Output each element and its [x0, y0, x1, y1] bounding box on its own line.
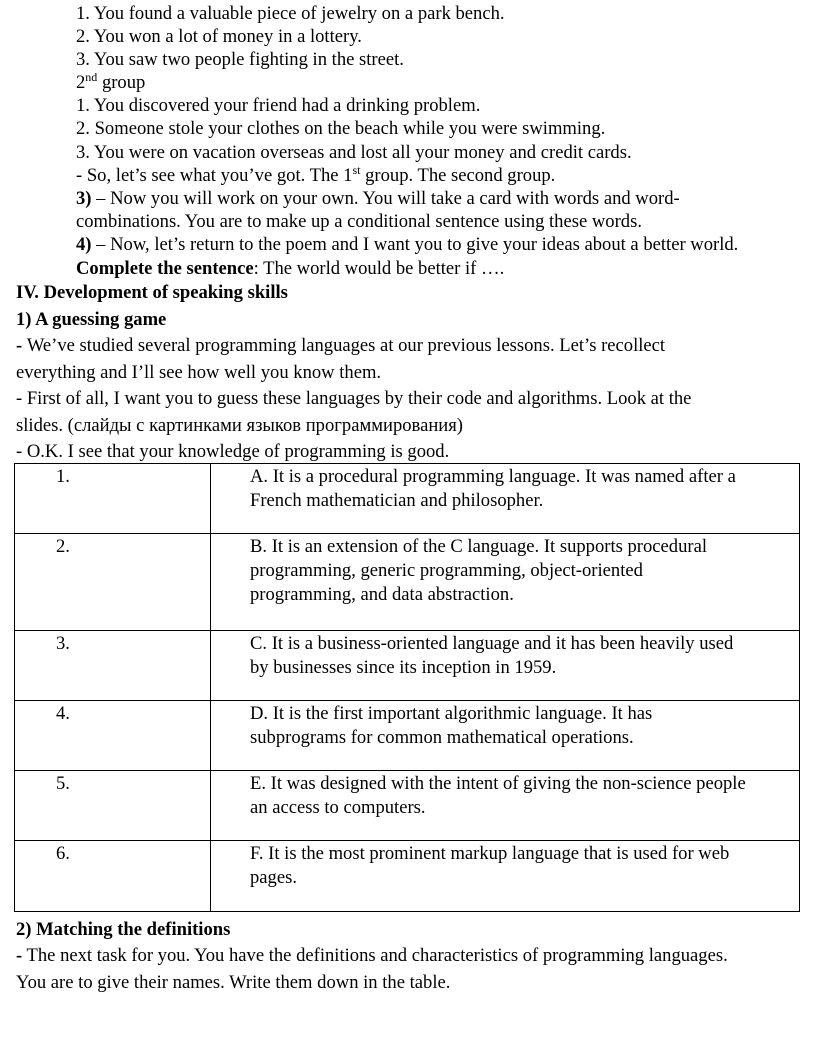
- lets-see-post: group. The second group.: [360, 165, 556, 186]
- row-definition-cell: E. It was designed with the intent of giving the non-science people an access to computers.: [211, 771, 800, 841]
- group2-superscript: nd: [85, 70, 98, 84]
- matching-title: 2) Matching the definitions: [16, 919, 231, 940]
- complete-text: : The world would be better if ….: [253, 258, 505, 279]
- row-number-cell: 5.: [15, 771, 211, 841]
- row-definition-cell: F. It is the most prominent markup language that is used for web pages.: [211, 841, 800, 912]
- lets-see-pre: - So, let’s see what you’ve got. The 1: [76, 165, 353, 186]
- table-row: [15, 771, 800, 841]
- step4-label: 4): [76, 234, 92, 255]
- guessing-para3-line1: - O.K. I see that your knowledge of programming is good.: [16, 441, 450, 462]
- guessing-para1-line2: everything and I’ll see how well you know them.: [16, 362, 382, 383]
- group2-item-3: 3. You were on vacation overseas and lost all your money and credit cards.: [76, 142, 632, 163]
- matching-para-dash: -: [16, 945, 23, 966]
- group2-item-1: 1. You discovered your friend had a drinking problem.: [76, 95, 481, 116]
- guessing-table: [14, 463, 800, 912]
- step4-line: [76, 233, 738, 256]
- row-definition-cell: A. It is a procedural programming language. It was named after a French mathematician and philosopher.: [211, 464, 800, 534]
- group2-heading: [76, 71, 145, 94]
- group2-number: 2: [76, 72, 86, 93]
- group2-item-2: 2. Someone stole your clothes on the beach while you were swimming.: [76, 118, 606, 139]
- step3-line1: [76, 187, 680, 210]
- table-row: [15, 631, 800, 701]
- table-row: [15, 534, 800, 631]
- table-row: [15, 701, 800, 771]
- row-number-cell: 1.: [15, 464, 211, 534]
- step4-text: – Now, let’s return to the poem and I want you to give your ideas about a better world.: [91, 234, 739, 255]
- group2-word: group: [97, 72, 146, 93]
- group1-item-1: 1. You found a valuable piece of jewelry on a park bench.: [76, 3, 505, 24]
- row-number-cell: 3.: [15, 631, 211, 701]
- lets-see-superscript: st: [352, 163, 361, 177]
- row-number-cell: 6.: [15, 841, 211, 912]
- guessing-game-title: 1) A guessing game: [16, 309, 167, 330]
- complete-label: Complete the sentence: [76, 258, 254, 279]
- row-definition-cell: D. It is the first important algorithmic language. It has subprograms for common mathematical operations.: [211, 701, 800, 771]
- row-number-cell: 4.: [15, 701, 211, 771]
- guessing-para1-dash: -: [16, 335, 27, 356]
- section-title: IV. Development of speaking skills: [16, 282, 288, 303]
- group1-item-3: 3. You saw two people fighting in the street.: [76, 49, 404, 70]
- matching-para-line2: You are to give their names. Write them down in the table.: [16, 972, 451, 993]
- row-definition-cell: C. It is a business-oriented language and it has been heavily used by businesses since its inception in 1959.: [211, 631, 800, 701]
- guessing-para1-line1: - We’ve studied several programming languages at our previous lessons. Let’s recollect: [16, 335, 666, 356]
- guessing-para2-line2: slides. (слайды с картинками языков программирования): [16, 415, 463, 436]
- step3-text: – Now you will work on your own. You will take a card with words and word-: [91, 188, 680, 209]
- group1-item-2: 2. You won a lot of money in a lottery.: [76, 26, 362, 47]
- matching-para-line1: - The next task for you. You have the definitions and characteristics of programming languages.: [16, 945, 728, 966]
- row-number-cell: 2.: [15, 534, 211, 631]
- step3-line2: combinations. You are to make up a conditional sentence using these words.: [76, 211, 642, 232]
- guessing-para2-line1: - First of all, I want you to guess these languages by their code and algorithms. Look at the: [16, 388, 692, 409]
- table-row: [15, 464, 800, 534]
- lets-see-line: [76, 164, 555, 187]
- row-definition-cell: B. It is an extension of the C language. It supports procedural programming, generic programming, object-oriented programming, and data abstraction.: [211, 534, 800, 631]
- table-row: [15, 841, 800, 912]
- complete-sentence-line: [76, 257, 504, 280]
- step3-label: 3): [76, 188, 92, 209]
